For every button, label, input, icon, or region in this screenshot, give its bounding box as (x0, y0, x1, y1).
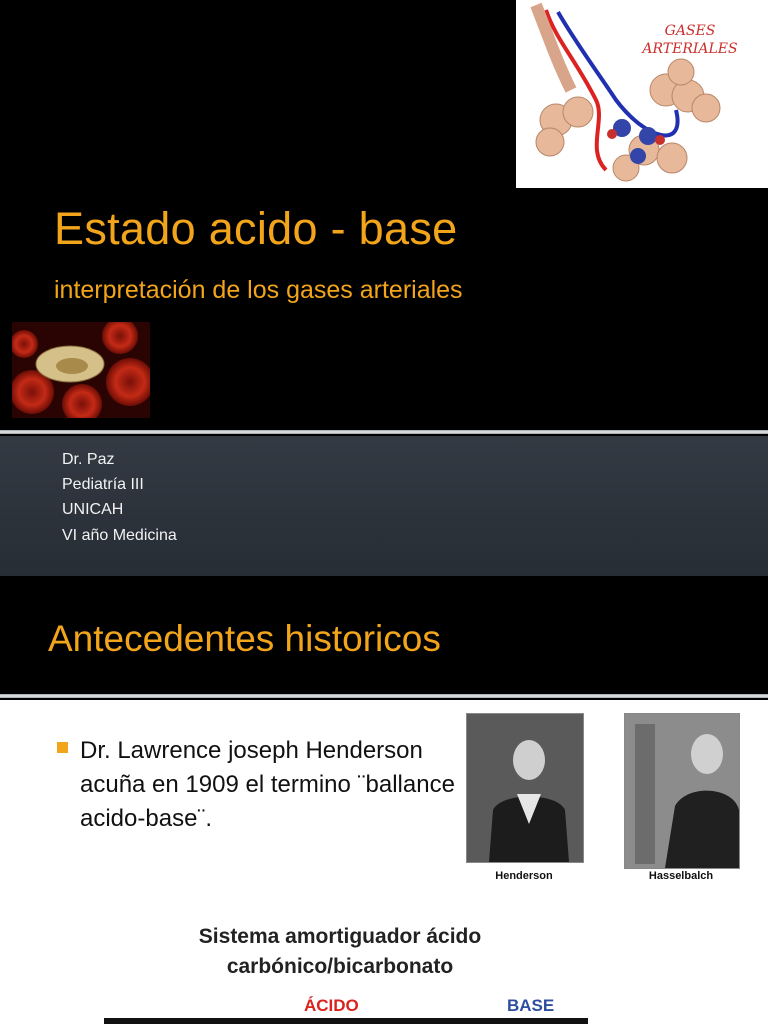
buffer-title-line2: carbónico/bicarbonato (226, 955, 454, 978)
slide2-separator (0, 694, 768, 698)
title-slide (0, 0, 768, 432)
hasselbalch-photo (624, 713, 740, 869)
blood-cells-image (12, 322, 150, 418)
logo-caption (620, 22, 760, 58)
bullet-text: Dr. Lawrence joseph Henderson acuña en 1909 el termino ¨ballance acido-base¨. (80, 737, 455, 832)
author-info-band (0, 436, 768, 576)
henderson-photo (466, 713, 584, 863)
bullet-marker-icon (57, 742, 68, 753)
slide2-heading: Antecedentes historicos (48, 618, 441, 659)
logo-line2: ARTERIALES (642, 41, 738, 57)
gases-logo-image (516, 0, 768, 188)
info-course: Pediatría III (62, 476, 144, 493)
acid-label: ÁCIDO (304, 996, 359, 1015)
info-author: Dr. Paz (62, 451, 115, 468)
slide-subtitle: interpretación de los gases arteriales (54, 276, 463, 304)
base-label: BASE (507, 996, 555, 1015)
buffer-title-line1: Sistema amortiguador ácido (198, 925, 482, 948)
diagram-bar (104, 1018, 588, 1024)
buffer-system-title (150, 922, 530, 982)
hasselbalch-caption: Hasselbalch (648, 870, 714, 882)
slide2-content (0, 700, 768, 1024)
info-year: VI año Medicina (62, 527, 177, 544)
info-university: UNICAH (62, 501, 124, 518)
slide-separator (0, 430, 768, 434)
logo-line1: GASES (664, 23, 716, 39)
slide-title: Estado acido - base (54, 203, 458, 254)
henderson-caption: Henderson (495, 870, 553, 882)
